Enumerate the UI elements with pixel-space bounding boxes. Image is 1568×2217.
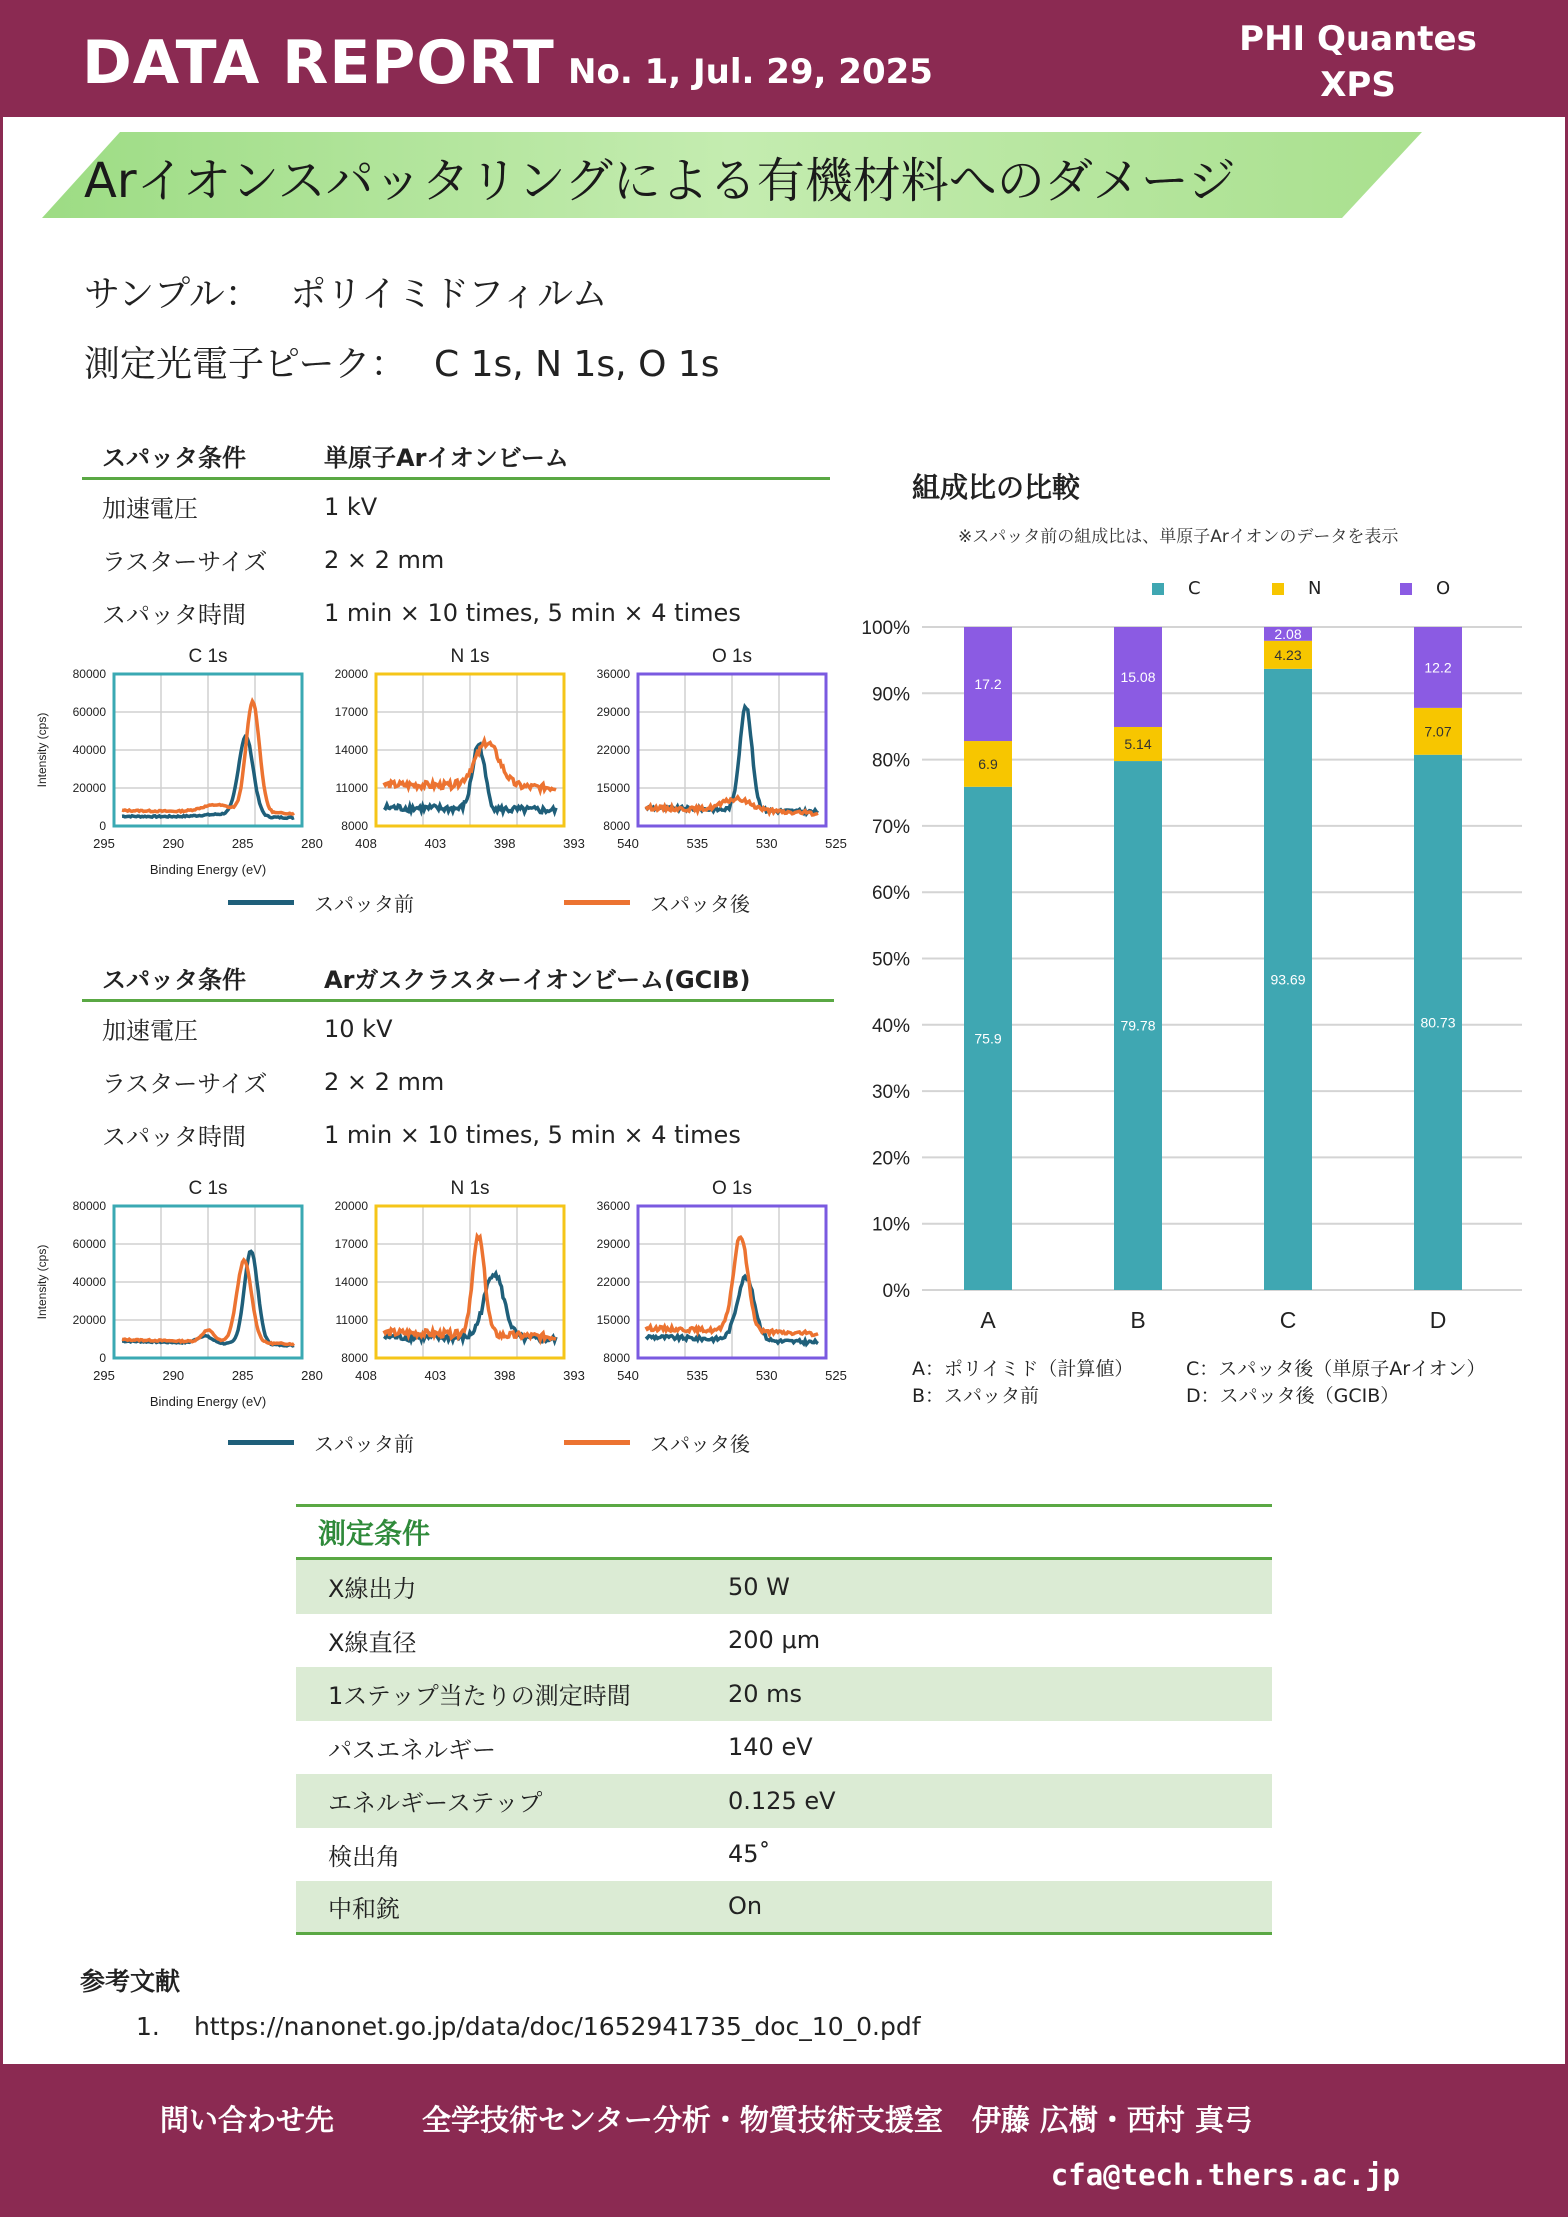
report-footer xyxy=(0,2064,1568,2217)
measurement-row xyxy=(296,1721,1272,1775)
x-tick-label: 393 xyxy=(563,836,585,851)
sputter-header-key: スパッタ条件 xyxy=(102,966,246,994)
spectrum-title: N 1s xyxy=(450,1178,490,1199)
legend-swatch-before xyxy=(228,1440,294,1445)
row-value: 2 × 2 mm xyxy=(324,545,445,574)
row-value: 50 W xyxy=(728,1572,790,1601)
y-tick-label: 17000 xyxy=(334,1237,368,1251)
measurement-conditions-table xyxy=(296,1504,1272,1935)
sputter-conditions-monatomic xyxy=(82,434,830,639)
bar-value-label: 79.78 xyxy=(1120,1017,1156,1034)
y-tick-label: 60000 xyxy=(72,705,106,719)
device-line-1: PHI Quantes xyxy=(1239,19,1477,59)
sputter-row xyxy=(82,1002,834,1055)
spectra-legend-1 xyxy=(228,888,750,917)
legend-swatch-o xyxy=(1400,583,1412,595)
y-tick-label: 36000 xyxy=(596,667,630,681)
y-tick-label: 15000 xyxy=(596,1313,630,1327)
measurement-row xyxy=(296,1828,1272,1882)
row-key: 加速電圧 xyxy=(102,1017,198,1045)
bar-value-label: 15.08 xyxy=(1120,668,1156,685)
x-tick-label: 540 xyxy=(617,836,639,851)
x-category-label: D xyxy=(1429,1307,1447,1333)
peaks-value: C 1s, N 1s, O 1s xyxy=(434,344,720,385)
measurement-row xyxy=(296,1667,1272,1721)
x-tick-label: 540 xyxy=(617,1368,639,1383)
sputter-row xyxy=(82,533,830,586)
y-axis-label: Intensity (cps) xyxy=(35,1244,49,1320)
row-value: 20 ms xyxy=(728,1679,803,1708)
x-axis-label: Binding Energy (eV) xyxy=(149,1394,267,1409)
sputter-row xyxy=(82,586,830,639)
contact-organization: 全学技術センター分析・物質技術支援室 伊藤 広樹・西村 真弓 xyxy=(422,2103,1254,2137)
x-tick-label: 295 xyxy=(93,836,115,851)
chart-legend-n xyxy=(1272,578,1321,599)
row-value: 140 eV xyxy=(728,1733,813,1762)
bar-value-label: 5.14 xyxy=(1124,736,1152,753)
bar-value-label: 6.9 xyxy=(978,755,998,772)
row-key: 加速電圧 xyxy=(102,495,198,523)
x-category-label: A xyxy=(980,1307,996,1333)
row-value: On xyxy=(728,1892,763,1921)
row-key: エネルギーステップ xyxy=(328,1789,543,1818)
x-tick-label: 403 xyxy=(424,836,447,851)
chart-legend-c xyxy=(1152,578,1201,599)
spectrum-title: C 1s xyxy=(188,646,228,667)
spectrum-title: C 1s xyxy=(188,1178,228,1199)
x-tick-label: 290 xyxy=(162,1368,185,1383)
row-key: 検出角 xyxy=(328,1842,400,1871)
sputter-header-value: 単原子Arイオンビーム xyxy=(324,444,569,472)
y-tick-label: 0 xyxy=(99,819,106,833)
y-tick-label: 100% xyxy=(861,618,910,639)
y-tick-label: 40000 xyxy=(72,1275,106,1289)
legend-swatch-after xyxy=(564,1440,630,1445)
y-tick-label: 8000 xyxy=(341,819,368,833)
x-category-label: C xyxy=(1279,1307,1297,1333)
legend-after: スパッタ後 xyxy=(650,892,750,916)
x-tick-label: 393 xyxy=(563,1368,585,1383)
row-key: ラスターサイズ xyxy=(102,548,268,576)
y-tick-label: 29000 xyxy=(596,705,630,719)
sputter-row xyxy=(82,480,830,533)
legend-label-o: O xyxy=(1436,578,1451,599)
row-value: 45˚ xyxy=(728,1840,771,1869)
row-value: 1 min × 10 times, 5 min × 4 times xyxy=(324,1120,741,1149)
legend-label-c: C xyxy=(1188,578,1201,599)
x-tick-label: 398 xyxy=(493,836,516,851)
legend-label-n: N xyxy=(1308,578,1322,599)
title-banner xyxy=(42,132,1422,218)
bar-value-label: 80.73 xyxy=(1420,1014,1456,1031)
banner-title: Arイオンスパッタリングによる有機材料へのダメージ xyxy=(84,153,1236,209)
y-tick-label: 80% xyxy=(871,750,910,772)
x-tick-label: 535 xyxy=(686,836,709,851)
y-tick-label: 20000 xyxy=(334,1199,368,1213)
sputter-header-value: Arガスクラスターイオンビーム(GCIB) xyxy=(324,966,751,994)
y-tick-label: 20000 xyxy=(334,667,368,681)
report-title: DATA REPORT xyxy=(82,28,555,98)
legend-swatch-n xyxy=(1272,583,1284,595)
legend-after: スパッタ後 xyxy=(650,1432,750,1456)
sputter-header xyxy=(82,434,830,480)
x-tick-label: 280 xyxy=(301,1368,323,1383)
bar-value-label: 17.2 xyxy=(974,676,1002,693)
peaks-line xyxy=(84,336,720,387)
category-note-a: A：ポリイミド（計算値） xyxy=(912,1358,1134,1380)
measurement-row xyxy=(296,1614,1272,1668)
spectrum-title: O 1s xyxy=(711,646,753,667)
x-tick-label: 535 xyxy=(686,1368,709,1383)
y-tick-label: 80000 xyxy=(72,667,106,681)
row-key: ラスターサイズ xyxy=(102,1070,268,1098)
y-tick-label: 11000 xyxy=(335,781,368,795)
y-tick-label: 11000 xyxy=(335,1313,368,1327)
reference-item xyxy=(136,2012,921,2041)
y-tick-label: 40000 xyxy=(72,743,106,757)
x-tick-label: 285 xyxy=(231,836,254,851)
composition-bar-chart xyxy=(850,600,1530,1350)
bar-value-label: 4.23 xyxy=(1274,646,1302,663)
y-tick-label: 14000 xyxy=(334,1275,368,1289)
chart-title: 組成比の比較 xyxy=(912,471,1081,504)
y-tick-label: 17000 xyxy=(334,705,368,719)
x-tick-label: 280 xyxy=(301,836,323,851)
sputter-header-key: スパッタ条件 xyxy=(102,444,246,472)
category-notes-left xyxy=(912,1356,1133,1410)
x-tick-label: 408 xyxy=(355,1368,377,1383)
y-tick-label: 50% xyxy=(871,949,910,971)
legend-swatch-after xyxy=(564,900,630,905)
row-key: スパッタ時間 xyxy=(102,1123,246,1151)
legend-swatch-c xyxy=(1152,583,1164,595)
x-tick-label: 398 xyxy=(493,1368,516,1383)
bar-value-label: 7.07 xyxy=(1424,723,1452,740)
x-tick-label: 295 xyxy=(93,1368,115,1383)
y-tick-label: 0% xyxy=(882,1281,910,1302)
x-tick-label: 408 xyxy=(355,836,377,851)
y-tick-label: 8000 xyxy=(603,1351,630,1365)
legend-before: スパッタ前 xyxy=(314,892,414,916)
xps-spectra-gcib xyxy=(30,1172,850,1412)
y-axis-label: Intensity (cps) xyxy=(35,712,49,788)
y-tick-label: 15000 xyxy=(596,781,630,795)
measurement-title: 測定条件 xyxy=(296,1504,1272,1560)
legend-swatch-before xyxy=(228,900,294,905)
row-value: 0.125 eV xyxy=(728,1786,836,1815)
device-line-2: XPS xyxy=(1320,65,1396,105)
y-tick-label: 90% xyxy=(871,684,910,706)
measurement-row xyxy=(296,1774,1272,1828)
x-tick-label: 290 xyxy=(162,836,185,851)
reference-number: 1. xyxy=(136,2012,160,2041)
row-key: X線直径 xyxy=(328,1628,417,1657)
y-tick-label: 8000 xyxy=(603,819,630,833)
contact-label: 問い合わせ先 xyxy=(160,2103,335,2137)
legend-before: スパッタ前 xyxy=(314,1432,414,1456)
row-value: 1 kV xyxy=(324,492,378,521)
chart-legend-o xyxy=(1400,578,1450,599)
y-tick-label: 70% xyxy=(871,816,910,838)
y-tick-label: 20000 xyxy=(72,781,106,795)
category-note-b: B：スパッタ前 xyxy=(912,1385,1040,1407)
y-tick-label: 29000 xyxy=(596,1237,630,1251)
chart-note: ※スパッタ前の組成比は、単原子Arイオンのデータを表示 xyxy=(958,527,1399,547)
y-tick-label: 22000 xyxy=(596,1275,630,1289)
row-key: X線出力 xyxy=(328,1575,417,1604)
bar-value-label: 2.08 xyxy=(1274,625,1302,642)
bar-value-label: 12.2 xyxy=(1424,659,1452,676)
contact-email[interactable]: cfa@tech.thers.ac.jp xyxy=(1050,2158,1400,2192)
row-key: パスエネルギー xyxy=(328,1735,496,1764)
category-note-c: C：スパッタ後（単原子Arイオン） xyxy=(1186,1358,1486,1380)
sample-value: ポリイミドフィルム xyxy=(290,274,608,315)
y-tick-label: 36000 xyxy=(596,1199,630,1213)
row-value: 10 kV xyxy=(324,1014,393,1043)
y-tick-label: 10% xyxy=(871,1214,910,1236)
y-tick-label: 0 xyxy=(99,1351,106,1365)
reference-link[interactable]: https://nanonet.go.jp/data/doc/1652941735_doc_10_0.pdf xyxy=(193,2012,921,2041)
y-tick-label: 80000 xyxy=(72,1199,106,1213)
spectrum-title: N 1s xyxy=(450,646,490,667)
category-notes-right xyxy=(1186,1356,1486,1410)
y-tick-label: 40% xyxy=(871,1015,910,1037)
report-header xyxy=(0,0,1568,117)
bar-value-label: 75.9 xyxy=(974,1030,1002,1047)
device-name xyxy=(1228,16,1488,108)
y-tick-label: 30% xyxy=(871,1082,910,1104)
row-key: スパッタ時間 xyxy=(102,601,246,629)
y-tick-label: 22000 xyxy=(596,743,630,757)
sputter-row xyxy=(82,1055,834,1108)
y-tick-label: 14000 xyxy=(334,743,368,757)
x-axis-label: Binding Energy (eV) xyxy=(149,862,267,877)
x-tick-label: 403 xyxy=(424,1368,447,1383)
y-tick-label: 60% xyxy=(871,883,910,905)
y-tick-label: 60000 xyxy=(72,1237,106,1251)
x-tick-label: 525 xyxy=(825,836,847,851)
row-value: 200 μm xyxy=(728,1626,821,1655)
sputter-row xyxy=(82,1108,834,1161)
peaks-label: 測定光電子ピーク： xyxy=(84,344,407,385)
row-key: 中和銃 xyxy=(328,1894,400,1923)
row-key: 1ステップ当たりの測定時間 xyxy=(328,1682,631,1711)
x-tick-label: 525 xyxy=(825,1368,847,1383)
x-tick-label: 530 xyxy=(755,1368,778,1383)
category-note-d: D：スパッタ後（GCIB） xyxy=(1186,1385,1400,1407)
y-tick-label: 20000 xyxy=(72,1313,106,1327)
measurement-row xyxy=(296,1560,1272,1614)
issue-info: No. 1, Jul. 29, 2025 xyxy=(568,52,933,92)
xps-spectra-monatomic xyxy=(30,640,850,880)
bar-value-label: 93.69 xyxy=(1270,971,1306,988)
x-category-label: B xyxy=(1130,1307,1146,1333)
sputter-header xyxy=(82,956,834,1002)
x-tick-label: 285 xyxy=(231,1368,254,1383)
spectra-legend-2 xyxy=(228,1428,750,1457)
measurement-row xyxy=(296,1881,1272,1935)
y-tick-label: 8000 xyxy=(341,1351,368,1365)
sputter-conditions-gcib xyxy=(82,956,834,1161)
sample-line xyxy=(84,266,608,317)
x-tick-label: 530 xyxy=(755,836,778,851)
row-value: 1 min × 10 times, 5 min × 4 times xyxy=(324,598,741,627)
sample-label: サンプル： xyxy=(84,274,261,315)
spectrum-title: O 1s xyxy=(711,1178,753,1199)
references-title: 参考文献 xyxy=(80,1967,181,1996)
row-value: 2 × 2 mm xyxy=(324,1067,445,1096)
y-tick-label: 20% xyxy=(871,1148,910,1170)
